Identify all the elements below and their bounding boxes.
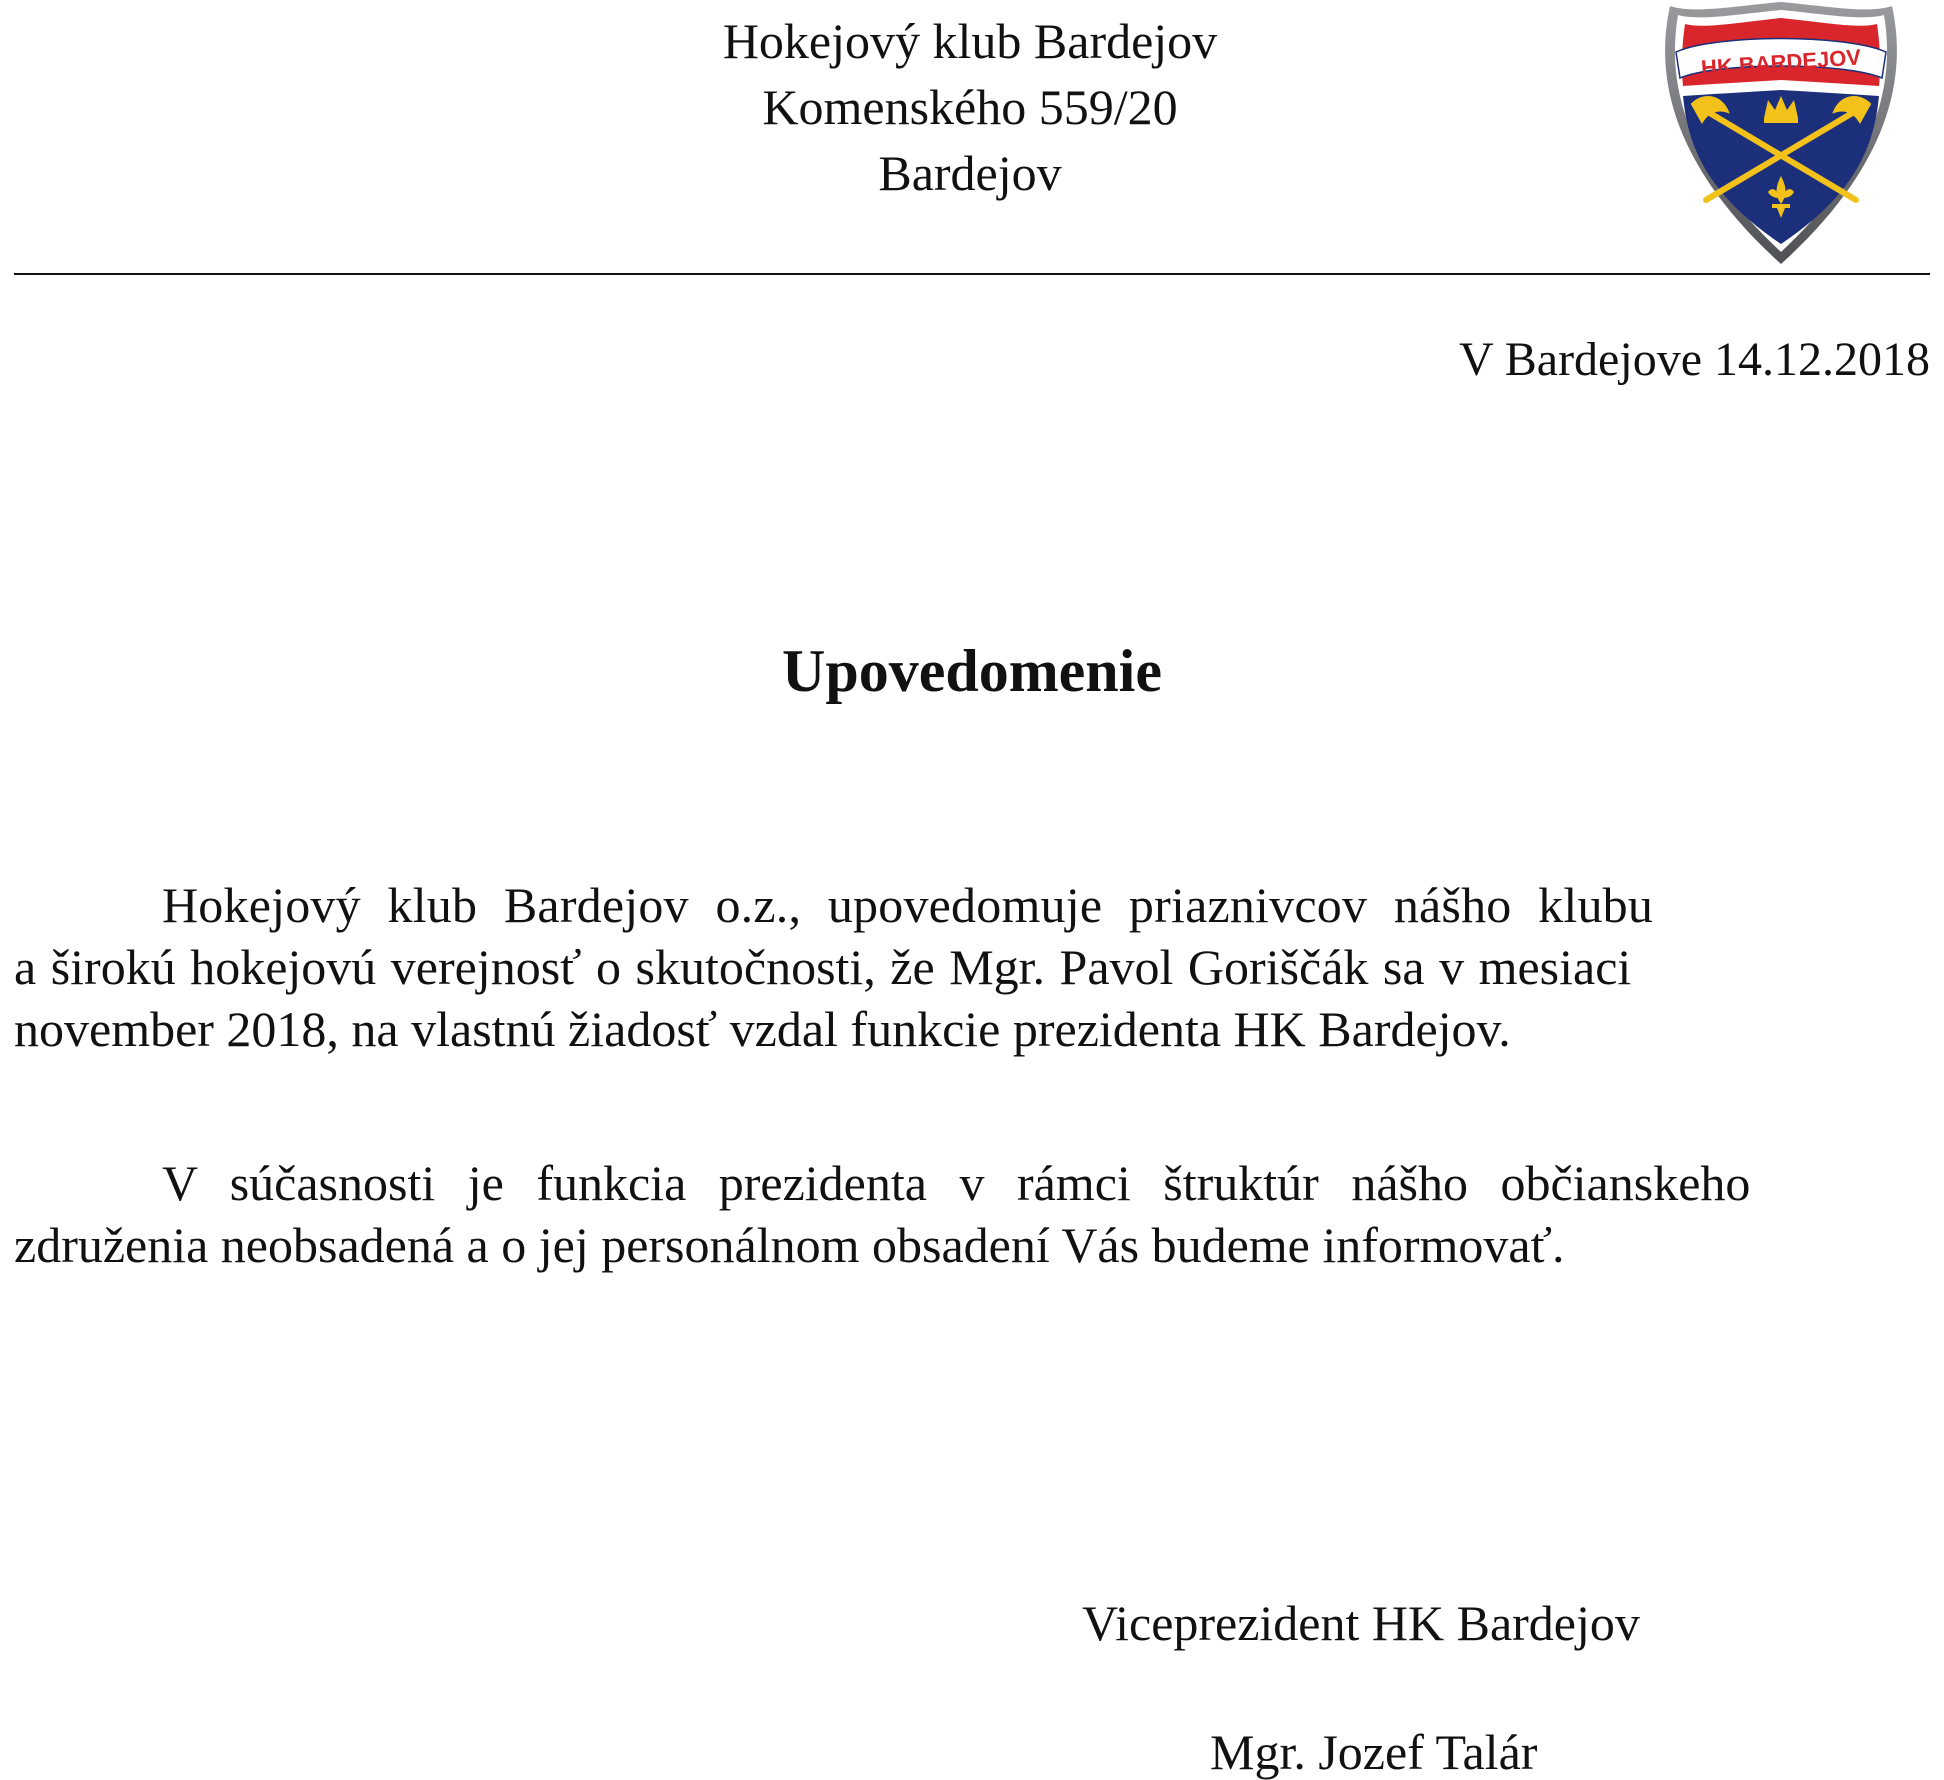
header-address [620,8,1320,206]
city: Bardejov [878,145,1062,201]
paragraph-1-line-1: Hokejový klub Bardejov o.z., upovedomuje priaznivcov nášho klubu [162,877,1654,933]
signature-name: Mgr. Jozef Talár [1210,1724,1538,1780]
paragraph-1 [14,874,1930,1060]
date-line: V Bardejove 14.12.2018 [1458,333,1930,386]
club-logo [1656,0,1906,266]
header-divider [14,273,1930,275]
document-title: Upovedomenie [782,638,1162,704]
paragraph-2-line-1: V súčasnosti je funkcia prezidenta v rámci štruktúr nášho občianskeho [162,1155,1751,1211]
paragraph-1-line-3: november 2018, na vlastnú žiadosť vzdal funkcie prezidenta HK Bardejov. [14,1001,1511,1057]
paragraph-1-line-2: a širokú hokejovú verejnosť o skutočnosti, že Mgr. Pavol Goriščák sa v mesiaci [14,939,1632,995]
street-address: Komenského 559/20 [762,79,1178,135]
paragraph-2-line-2: združenia neobsadená a o jej personálnom obsadení Vás budeme informovať. [14,1217,1565,1273]
signature-role: Viceprezident HK Bardejov [1082,1595,1640,1651]
org-name: Hokejový klub Bardejov [722,13,1218,69]
paragraph-2 [14,1152,1930,1276]
logo-text: HK BARDEJOV [1700,44,1862,81]
